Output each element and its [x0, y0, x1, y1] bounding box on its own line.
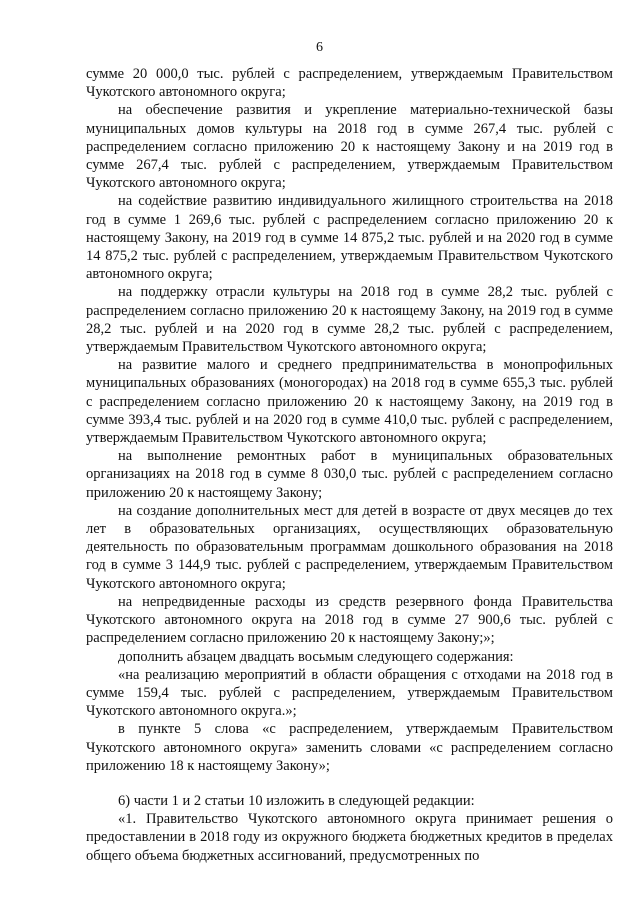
paragraph: дополнить абзацем двадцать восьмым следующего содержания:: [118, 648, 514, 665]
paragraph: «на реализацию мероприятий в области обращения с отходами на 2018 год в сумме 159,4 тыс. рублей с распределением, утверждаемым Правительством Чукотского автономного округа.»;: [86, 666, 613, 720]
page-number: 6: [316, 40, 323, 55]
paragraph: на обеспечение развития и укрепление материально-технической базы муниципальных домов культуры на 2018 год в сумме 267,4 тыс. рублей с распределением согласно приложению 20 к настоящему Закону и на 2019 год в сумме 267,4 тыс. рублей с распределением, утверждаемым Правительством Чукотского автономного округа;: [86, 102, 613, 192]
paragraph: на развитие малого и среднего предпринимательства в монопрофильных муниципальных образованиях (моногородах) на 2018 год в сумме 655,3 тыс. рублей с распределением согласно приложению 20 к настоящему Закону, на 2019 год в сумме 393,4 тыс. рублей и на 2020 год в сумме 410,0 тыс. рублей с распределением, утверждаемым Правительством Чукотского автономного округа;: [86, 357, 613, 447]
paragraph: на непредвиденные расходы из средств резервного фонда Правительства Чукотского автономного округа на 2018 год в сумме 27 900,6 тыс. рублей с распределением согласно приложению 20 к настоящему Закону;»;: [86, 593, 613, 647]
paragraph: сумме 20 000,0 тыс. рублей с распределением, утверждаемым Правительством Чукотского автономного округа;: [86, 66, 613, 101]
paragraph: «1. Правительство Чукотского автономного округа принимает решения о предоставлении в 2018 году из окружного бюджета бюджетных кредитов в пределах общего объема бюджетных ассигнований, предусмотренных по: [86, 811, 613, 864]
paragraph: на выполнение ремонтных работ в муниципальных образовательных организациях на 2018 год в сумме 8 030,0 тыс. рублей с распределением согласно приложению 20 к настоящему Закону;: [86, 448, 613, 501]
document-body: [86, 65, 613, 865]
paragraph: на создание дополнительных мест для детей в возрасте от двух месяцев до тех лет в образовательных организациях, осуществляющих образовательную деятельность по образовательным программам дошкольного образования на 2018 год в сумме 3 144,9 тыс. рублей с распределением, утверждаемым Правительством Чукотского автономного округа;: [86, 502, 613, 592]
paragraph: на содействие развитию индивидуального жилищного строительства на 2018 год в сумме 1 269,6 тыс. рублей с распределением согласно приложению 20 к настоящему Закону, на 2019 год в сумме 14 875,2 тыс. рублей и на 2020 год в сумме 14 875,2 тыс. рублей с распределением, утверждаемым Правительством Чукотского автономного округа;: [86, 193, 613, 283]
paragraph: на поддержку отрасли культуры на 2018 год в сумме 28,2 тыс. рублей с распределением согласно приложению 20 к настоящему Закону, на 2019 год в сумме 28,2 тыс. рублей и на 2020 год в сумме 28,2 тыс. рублей с распределением, утверждаемым Правительством Чукотского автономного округа;: [86, 284, 613, 356]
paragraph: в пункте 5 слова «с распределением, утверждаемым Правительством Чукотского автономного округа» заменить словами «с распределением согласно приложению 18 к настоящему Закону»;: [86, 721, 613, 774]
paragraph: 6) части 1 и 2 статьи 10 изложить в следующей редакции:: [118, 792, 475, 809]
